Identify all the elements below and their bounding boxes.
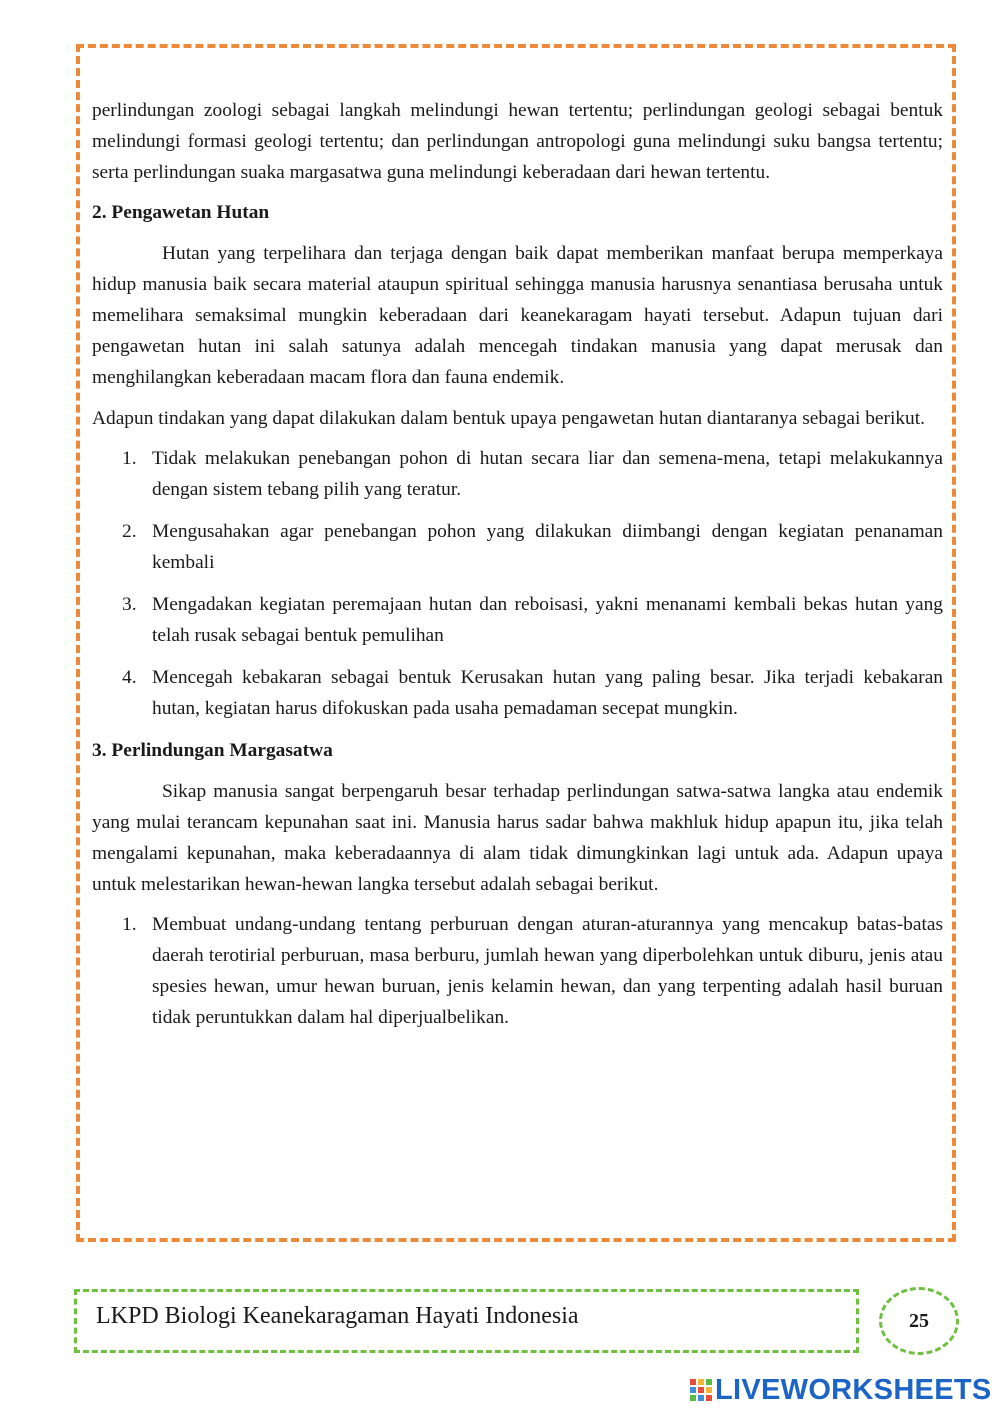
liveworksheets-logo-icon — [690, 1379, 712, 1401]
section2-paragraph-2: Adapun tindakan yang dapat dilakukan dalam bentuk upaya pengawetan hutan diantaranya sebagai berikut. — [92, 408, 925, 429]
list-item-text: Tidak melakukan penebangan pohon di hutan secara liar dan semena-mena, tetapi melakukannya dengan sistem tebang pilih yang teratur. — [152, 448, 943, 500]
list-item-text: Mengusahakan agar penebangan pohon yang dilakukan diimbangi dengan kegiatan penanaman kembali — [152, 521, 943, 573]
section2-list — [92, 443, 943, 724]
list-item-number: 1. — [122, 448, 137, 469]
list-item-number: 1. — [122, 914, 137, 935]
list-item-text: Membuat undang-undang tentang perburuan dengan aturan-aturannya yang mencakup batas-batas daerah terotirial perburuan, masa berburu, jumlah hewan yang diperbolehkan untuk diburu, jenis atau spesies hewan, umur hewan buruan, jenis kelamin hewan, dan yang terpenting adalah hasil buruan tidak peruntukkan dalam hal diperjualbelikan. — [152, 914, 943, 1028]
list-item-text: Mencegah kebakaran sebagai bentuk Kerusakan hutan yang paling besar. Jika terjadi kebakaran hutan, kegiatan harus difokuskan pada usaha pemadaman secepat mungkin. — [152, 667, 943, 719]
list-item — [92, 443, 943, 505]
liveworksheets-brand[interactable] — [690, 1374, 992, 1406]
list-item — [92, 516, 943, 578]
section-heading-perlindungan-margasatwa: 3. Perlindungan Margasatwa — [92, 740, 333, 761]
list-item-number: 2. — [122, 521, 137, 542]
footer-title: LKPD Biologi Keanekaragaman Hayati Indonesia — [96, 1303, 579, 1329]
page-number: 25 — [909, 1309, 929, 1332]
liveworksheets-wordmark: LIVEWORKSHEETS — [715, 1374, 992, 1406]
section3-paragraph-1: Sikap manusia sangat berpengaruh besar terhadap perlindungan satwa-satwa langka atau endemik yang mulai terancam kepunahan saat ini. Manusia harus sadar bahwa makhluk hidup apapun itu, jika telah mengalami kepunahan, maka keberadaannya di alam tidak dimungkinkan lagi untuk ada. Adapun upaya untuk melestarikan hewan-hewan langka tersebut adalah sebagai berikut. — [92, 781, 943, 895]
section-heading-pengawetan-hutan: 2. Pengawetan Hutan — [92, 202, 270, 223]
list-item-number: 4. — [122, 667, 137, 688]
list-item-text: Mengadakan kegiatan peremajaan hutan dan reboisasi, yakni menanami kembali bekas hutan yang telah rusak sebagai bentuk pemulihan — [152, 594, 943, 646]
section3-list — [92, 909, 943, 1033]
page-number-badge — [879, 1287, 959, 1355]
section2-paragraph-1: Hutan yang terpelihara dan terjaga dengan baik dapat memberikan manfaat berupa memperkaya hidup manusia baik secara material ataupun spiritual sehingga manusia harusnya senantiasa berusaha untuk memelihara semaksimal mungkin keberadaan dari keanekaragam hayati tersebut. Adapun tujuan dari pengawetan hutan ini salah satunya adalah mencegah tindakan manusia yang dapat merusak dan menghilangkan keberadaan macam flora dan fauna endemik. — [92, 243, 943, 388]
intro-paragraph: perlindungan zoologi sebagai langkah melindungi hewan tertentu; perlindungan geologi sebagai bentuk melindungi formasi geologi tertentu; dan perlindungan antropologi guna melindungi suku bangsa tertentu; serta perlindungan suaka margasatwa guna melindungi keberadaan dari hewan tertentu. — [92, 100, 943, 183]
list-item — [92, 662, 943, 724]
page-content — [92, 95, 943, 1044]
list-item — [92, 909, 943, 1033]
list-item-number: 3. — [122, 594, 137, 615]
list-item — [92, 589, 943, 651]
